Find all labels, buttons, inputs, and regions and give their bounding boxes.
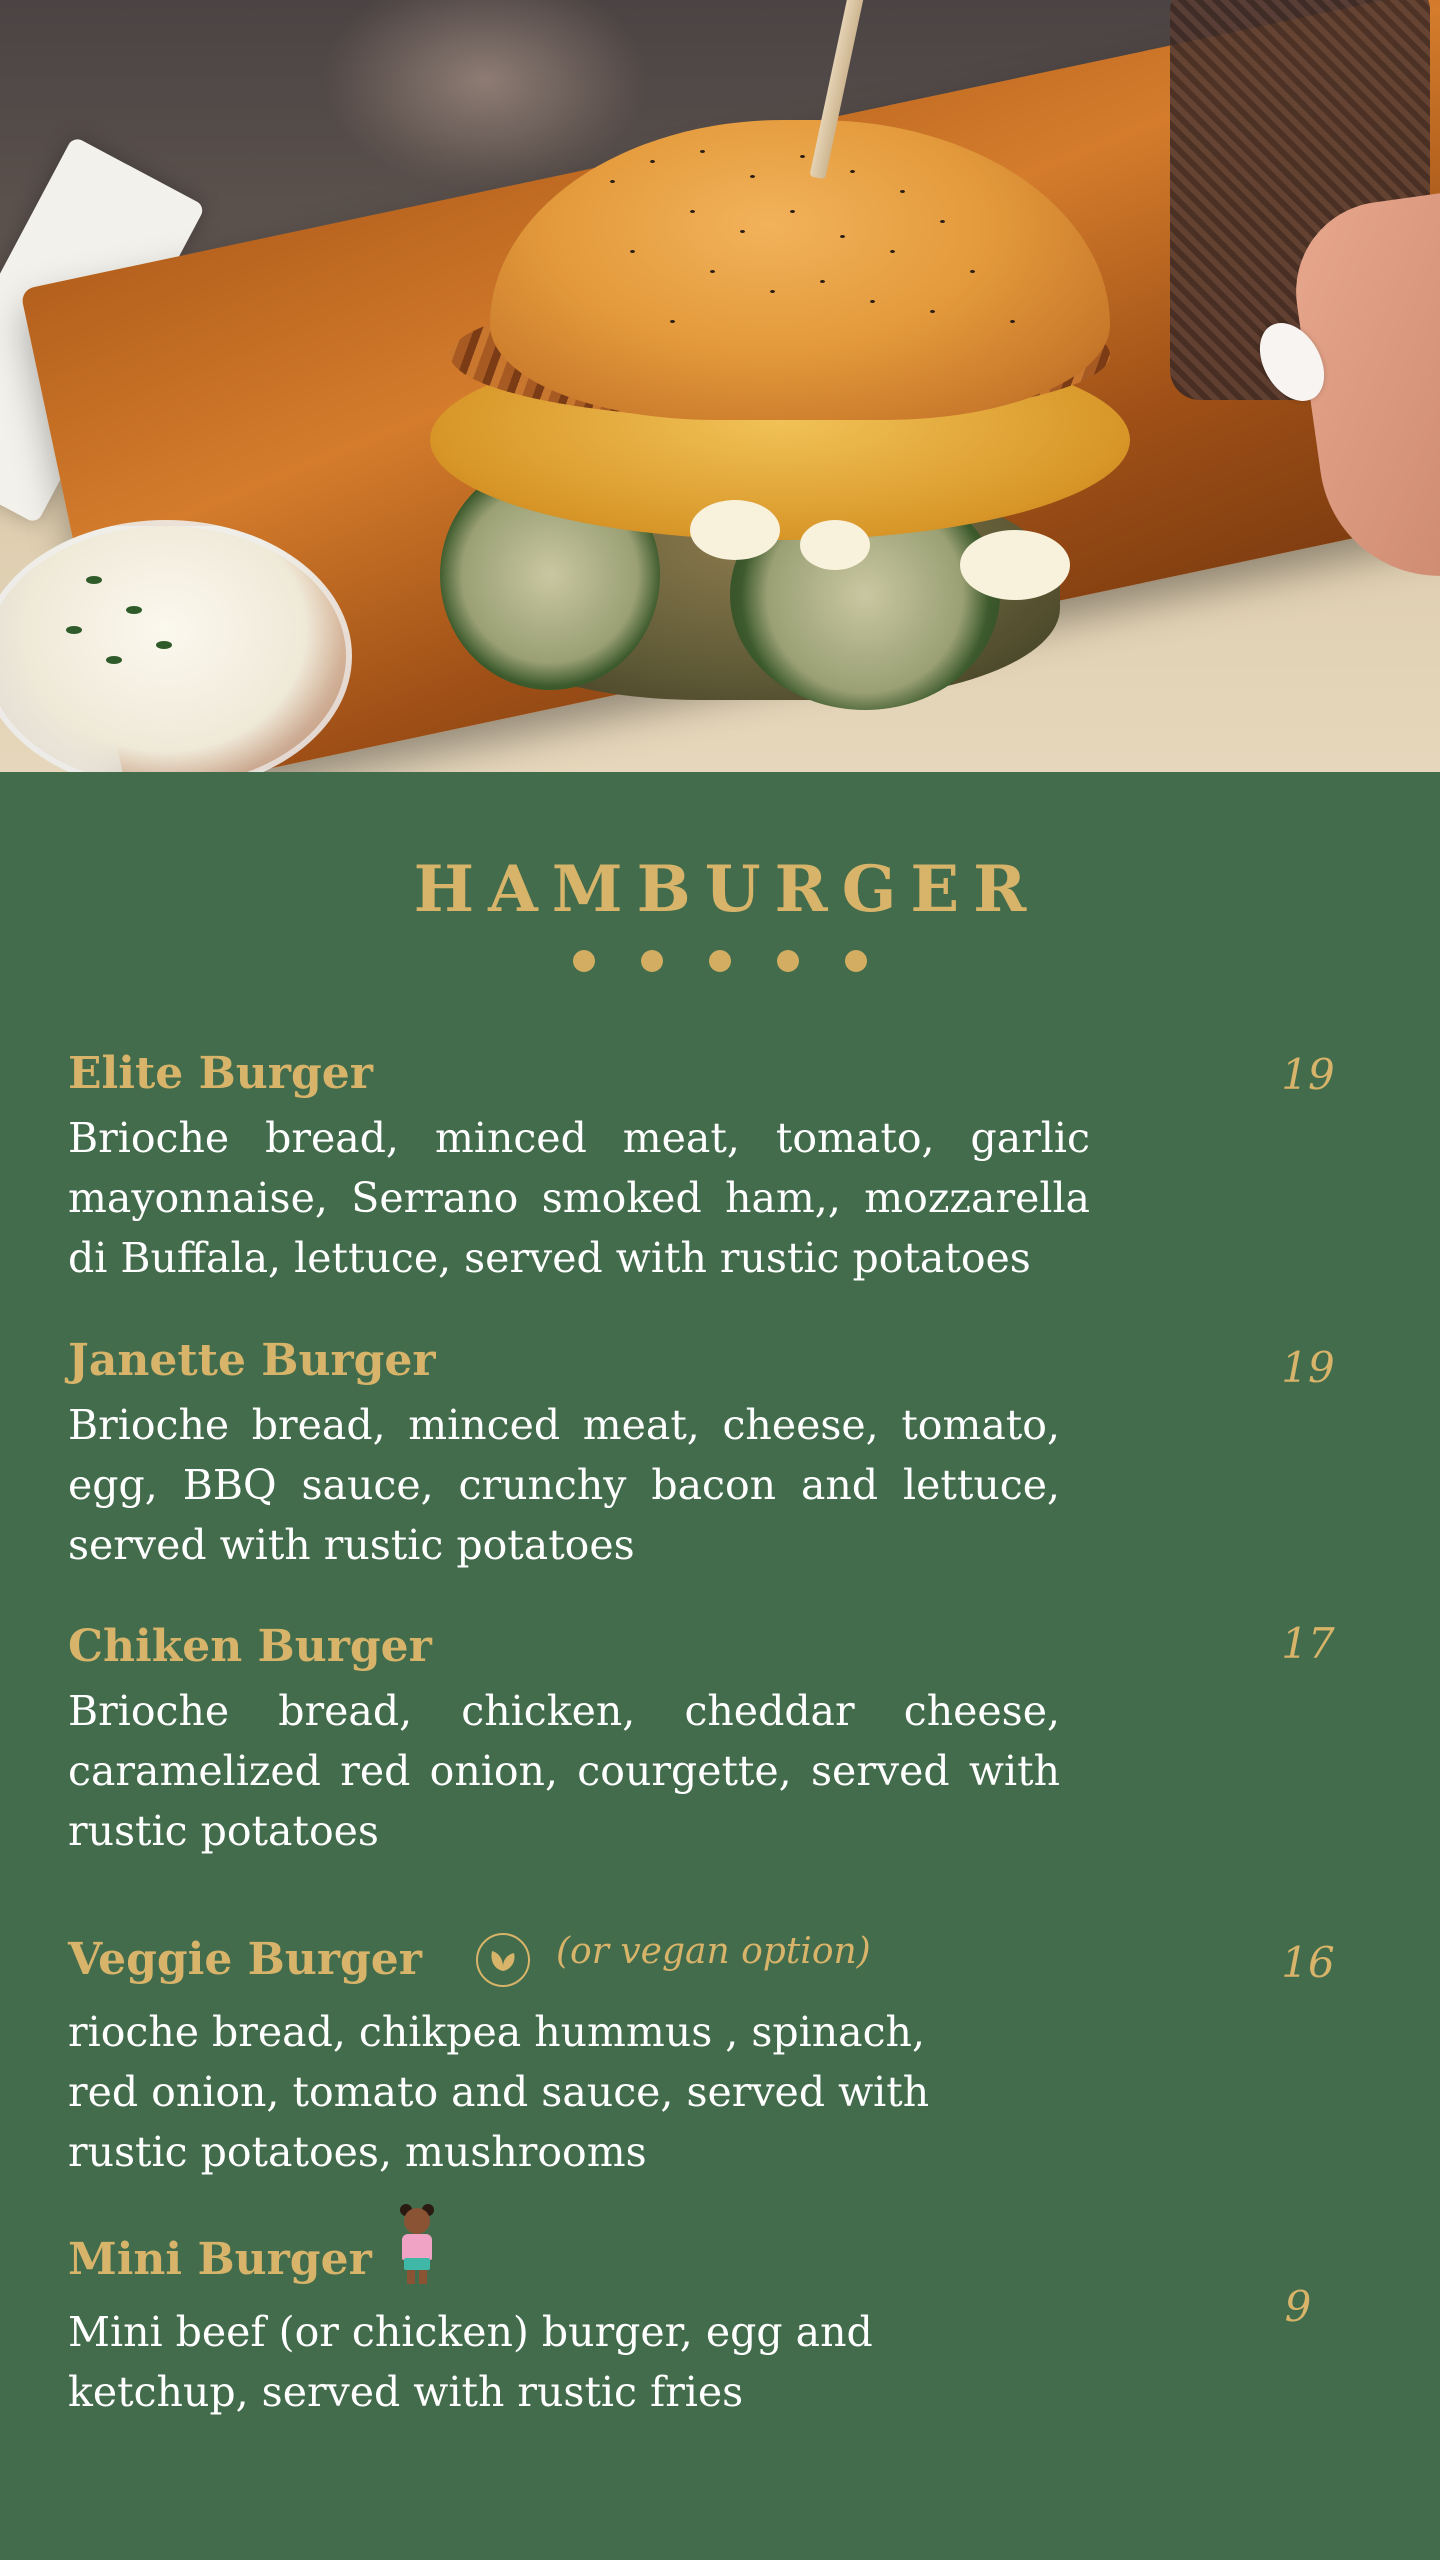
- item-name: Mini Burger: [68, 2234, 372, 2285]
- child-icon: [396, 2204, 436, 2288]
- item-name: Elite Burger: [68, 1048, 373, 1099]
- menu-item: [68, 1333, 1368, 1575]
- divider-dot: [641, 950, 663, 972]
- item-description: Brioche bread, minced meat, cheese, tomato, egg, BBQ sauce, crunchy bacon and lettuce, served with rustic potatoes: [68, 1401, 1060, 1569]
- menu-item: [68, 1046, 1368, 1288]
- leaf-icon: [476, 1933, 530, 1987]
- title-dots-divider: [0, 950, 1440, 972]
- divider-dot: [709, 950, 731, 972]
- menu-item: [68, 1920, 1368, 2182]
- blurred-glass: [320, 0, 650, 190]
- section-title: HAMBURGER: [413, 852, 1041, 927]
- item-description: Mini beef (or chicken) burger, egg and ketchup, served with rustic fries: [68, 2308, 873, 2416]
- divider-dot: [845, 950, 867, 972]
- item-name: Janette Burger: [68, 1335, 436, 1386]
- item-description: Brioche bread, chicken, cheddar cheese, caramelized red onion, courgette, served with rustic potatoes: [68, 1687, 1060, 1855]
- item-description: Brioche bread, minced meat, tomato, garlic mayonnaise, Serrano smoked ham,, mozzarella di Buffala, lettuce, served with rustic potatoes: [68, 1114, 1090, 1282]
- item-price: 9: [1284, 2282, 1312, 2331]
- item-description: rioche bread, chikpea hummus , spinach, red onion, tomato and sauce, served with rustic potatoes, mushrooms: [68, 2008, 930, 2176]
- item-price: 16: [1281, 1938, 1335, 1987]
- divider-dot: [573, 950, 595, 972]
- sauce-drip: [800, 520, 870, 570]
- sauce-drip: [690, 500, 780, 560]
- item-price: 19: [1281, 1343, 1335, 1392]
- vegan-option-note: (or vegan option): [555, 1931, 871, 1972]
- menu-item: [68, 2218, 1368, 2422]
- item-name: Chiken Burger: [68, 1621, 432, 1672]
- sauce-drip: [960, 530, 1070, 600]
- item-price: 19: [1281, 1050, 1335, 1099]
- hero-burger-photo: [0, 0, 1440, 772]
- item-price: 17: [1281, 1619, 1335, 1668]
- divider-dot: [777, 950, 799, 972]
- menu-item: [68, 1619, 1368, 1861]
- item-name: Veggie Burger: [68, 1934, 422, 1985]
